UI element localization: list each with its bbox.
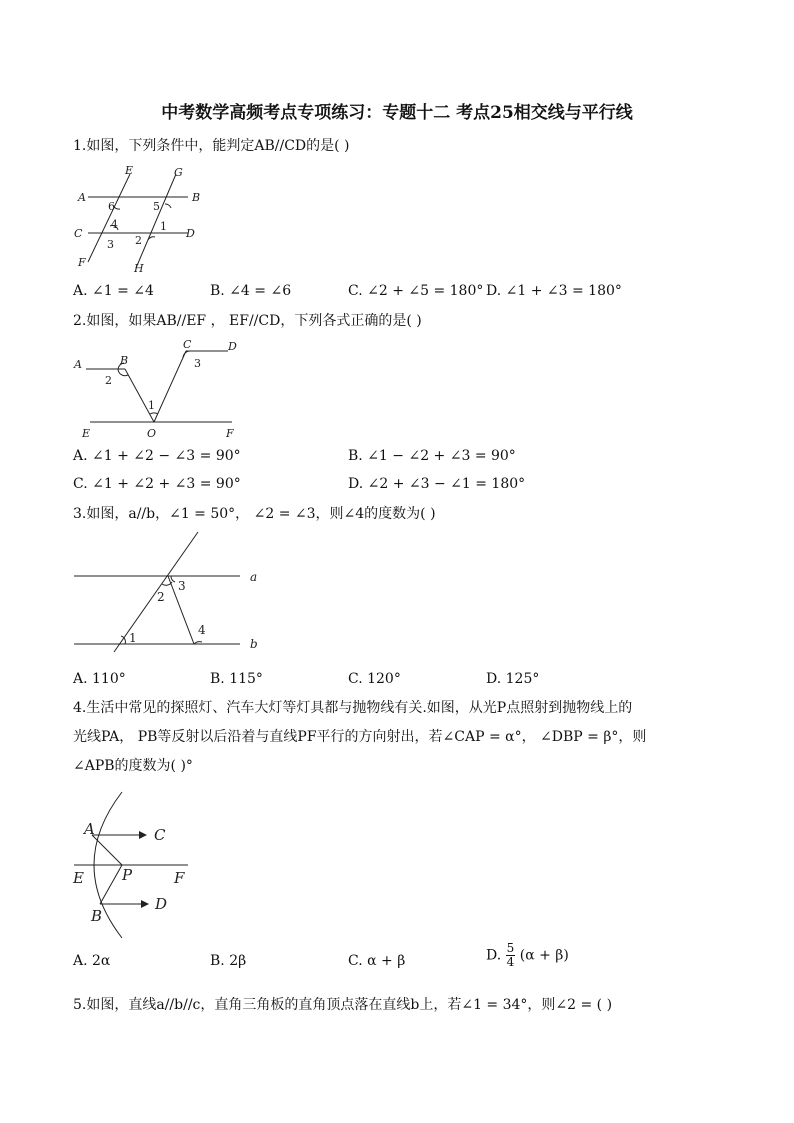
question-3-figure <box>70 530 270 660</box>
q4-label-F: F <box>174 869 185 887</box>
q1-label-C: C <box>74 227 83 240</box>
question-4-stem <box>73 694 723 781</box>
q1-label-D: D <box>186 227 195 240</box>
q4-label-A: A <box>84 820 95 838</box>
q2-label-E: E <box>82 427 91 440</box>
q2-label-D: D <box>228 340 237 353</box>
q4-option-c[interactable]: C. α + β <box>348 953 406 969</box>
q1-option-c[interactable]: C. ∠2 + ∠5 = 180° <box>348 283 484 299</box>
q3-option-d[interactable]: D. 125° <box>486 671 540 687</box>
q4-option-d-prefix: D. <box>486 947 502 964</box>
q3-angle-1: 1 <box>129 631 137 645</box>
q1-label-F: F <box>78 256 86 269</box>
q2-label-A: A <box>74 358 82 371</box>
question-1-figure <box>70 164 210 276</box>
q2-option-a[interactable]: A. ∠1 + ∠2 − ∠3 = 90° <box>73 448 241 464</box>
q1-option-d[interactable]: D. ∠1 + ∠3 = 180° <box>486 283 622 299</box>
q2-option-b[interactable]: B. ∠1 − ∠2 + ∠3 = 90° <box>348 448 516 464</box>
question-2-stem: 2.如图，如果AB//EF ， EF//CD，下列各式正确的是( ) <box>73 313 422 329</box>
q2-angle-1: 1 <box>148 399 155 412</box>
q1-angle-4: 4 <box>111 218 118 231</box>
q4-stem-line-1: 4.生活中常见的探照灯、汽车大灯等灯具都与抛物线有关.如图，从光P点照射到抛物线上的 <box>73 700 633 716</box>
q4-stem-line-3: ∠APB的度数为( )° <box>73 758 193 774</box>
q1-label-E: E <box>125 164 134 177</box>
question-1-stem: 1.如图，下列条件中，能判定AB//CD的是( ) <box>73 138 350 154</box>
q3-label-b: b <box>250 637 258 651</box>
q3-angle-2: 2 <box>157 590 165 604</box>
q2-angle-2: 2 <box>105 374 112 387</box>
q1-label-B: B <box>192 191 201 204</box>
q4-option-d-fraction <box>506 942 516 969</box>
question-4-figure <box>70 790 210 940</box>
q4-option-b[interactable]: B. 2β <box>210 953 247 969</box>
q1-angle-1: 1 <box>160 220 167 233</box>
q1-angle-5: 5 <box>153 200 160 213</box>
q3-option-c[interactable]: C. 120° <box>348 671 401 687</box>
q4-option-d-denominator: 4 <box>506 955 515 969</box>
q2-label-O: O <box>147 427 157 440</box>
question-5-stem: 5.如图，直线a//b//c，直角三角板的直角顶点落在直线b上，若∠1 = 34°，则∠2 = ( ) <box>73 997 613 1013</box>
q3-option-a[interactable]: A. 110° <box>73 671 126 687</box>
q1-label-A: A <box>78 191 86 204</box>
q3-label-a: a <box>250 570 258 584</box>
q1-angle-6: 6 <box>108 200 115 213</box>
q4-label-D: D <box>155 895 168 913</box>
q2-option-c[interactable]: C. ∠1 + ∠2 + ∠3 = 90° <box>73 476 241 492</box>
question-3-stem: 3.如图，a//b，∠1 = 50°， ∠2 = ∠3，则∠4的度数为( ) <box>73 506 436 522</box>
q2-label-B: B <box>120 354 129 367</box>
q1-angle-2: 2 <box>135 234 142 247</box>
q4-option-a[interactable]: A. 2α <box>73 953 111 969</box>
q4-stem-line-2: 光线PA， PB等反射以后沿着与直线PF平行的方向射出，若∠CAP = α°， ∠DBP = β°，则 <box>73 729 647 745</box>
question-2-figure <box>70 336 250 444</box>
q4-label-B: B <box>91 907 103 925</box>
q3-angle-3: 3 <box>178 579 186 593</box>
q2-label-F: F <box>226 427 234 440</box>
q4-option-d-suffix: (α + β) <box>519 947 569 964</box>
page-title: 中考数学高频考点专项练习：专题十二 考点25相交线与平行线 <box>161 103 633 123</box>
q1-angle-3: 3 <box>107 238 114 251</box>
q4-option-d[interactable] <box>486 942 569 969</box>
q3-option-b[interactable]: B. 115° <box>210 671 263 687</box>
q2-angle-3: 3 <box>194 357 201 370</box>
q1-label-H: H <box>134 262 144 275</box>
q4-label-P: P <box>122 866 133 884</box>
q4-option-d-numerator: 5 <box>506 941 515 955</box>
q2-label-C: C <box>183 338 192 351</box>
q1-label-G: G <box>174 166 183 179</box>
q1-option-a[interactable]: A. ∠1 = ∠4 <box>73 283 154 299</box>
q2-option-d[interactable]: D. ∠2 + ∠3 − ∠1 = 180° <box>348 476 526 492</box>
q1-option-b[interactable]: B. ∠4 = ∠6 <box>210 283 292 299</box>
q4-label-C: C <box>154 826 166 844</box>
q4-label-E: E <box>73 869 84 887</box>
q3-angle-4: 4 <box>198 623 206 637</box>
